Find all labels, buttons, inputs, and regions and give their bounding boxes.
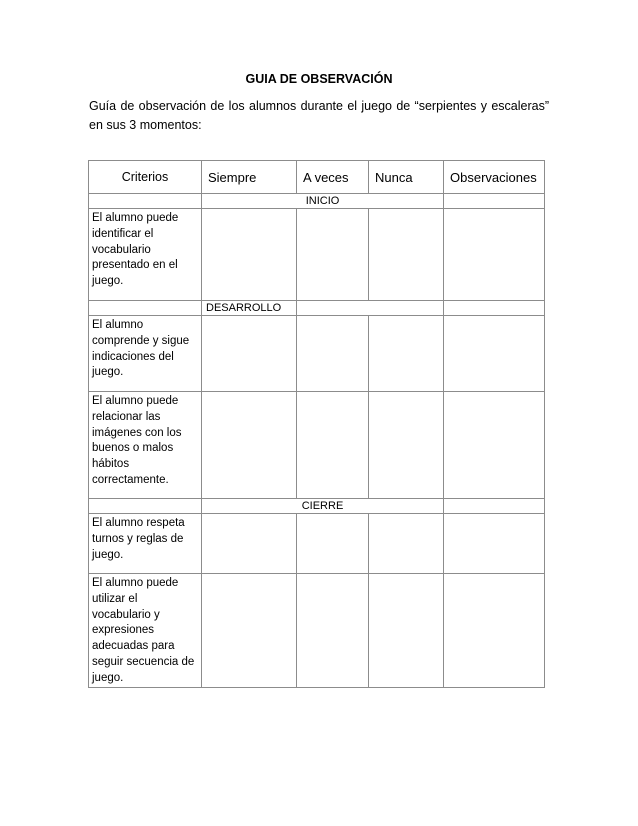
observation-table <box>88 160 545 688</box>
phase-cell-empty <box>297 301 444 316</box>
document-intro: Guía de observación de los alumnos durante el juego de “serpientes y escaleras” en sus 3 momentos: <box>89 99 549 132</box>
header-a-veces: A veces <box>297 161 369 194</box>
a-veces-cell[interactable] <box>297 392 369 499</box>
criterion-cell: El alumno puede identificar el vocabulario presentado en el juego. <box>89 209 202 301</box>
observaciones-cell[interactable] <box>444 514 545 574</box>
criterion-cell: El alumno respeta turnos y reglas de juego. <box>89 514 202 574</box>
table-row <box>89 209 545 301</box>
observaciones-cell[interactable] <box>444 574 545 688</box>
criterion-cell: El alumno puede utilizar el vocabulario y expresiones adecuadas para seguir secuencia de juego. <box>89 574 202 688</box>
header-siempre: Siempre <box>202 161 297 194</box>
header-observaciones: Observaciones <box>444 161 545 194</box>
a-veces-cell[interactable] <box>297 574 369 688</box>
siempre-cell[interactable] <box>202 514 297 574</box>
nunca-cell[interactable] <box>369 514 444 574</box>
observaciones-cell[interactable] <box>444 392 545 499</box>
phase-cell-empty <box>444 499 545 514</box>
table-row <box>89 514 545 574</box>
phase-cell-empty <box>89 301 202 316</box>
siempre-cell[interactable] <box>202 574 297 688</box>
siempre-cell[interactable] <box>202 209 297 301</box>
phase-cell-empty <box>444 194 545 209</box>
criterion-cell: El alumno comprende y sigue indicaciones del juego. <box>89 316 202 392</box>
criterion-cell: El alumno puede relacionar las imágenes con los buenos o malos hábitos correctamente. <box>89 392 202 499</box>
a-veces-cell[interactable] <box>297 209 369 301</box>
observaciones-cell[interactable] <box>444 209 545 301</box>
document-title: GUIA DE OBSERVACIÓN <box>245 72 393 86</box>
phase-row-inicio <box>89 194 545 209</box>
table-row <box>89 574 545 688</box>
phase-label: INICIO <box>202 194 444 209</box>
phase-label: CIERRE <box>202 499 444 514</box>
nunca-cell[interactable] <box>369 392 444 499</box>
phase-label: DESARROLLO <box>202 301 297 316</box>
table-row <box>89 316 545 392</box>
phase-cell-empty <box>89 194 202 209</box>
table-header-row <box>89 161 545 194</box>
phase-row-desarrollo <box>89 301 545 316</box>
header-criterios: Criterios <box>89 161 202 194</box>
nunca-cell[interactable] <box>369 574 444 688</box>
nunca-cell[interactable] <box>369 316 444 392</box>
phase-cell-empty <box>89 499 202 514</box>
phase-row-cierre <box>89 499 545 514</box>
observaciones-cell[interactable] <box>444 316 545 392</box>
nunca-cell[interactable] <box>369 209 444 301</box>
siempre-cell[interactable] <box>202 316 297 392</box>
header-nunca: Nunca <box>369 161 444 194</box>
siempre-cell[interactable] <box>202 392 297 499</box>
phase-cell-empty <box>444 301 545 316</box>
a-veces-cell[interactable] <box>297 514 369 574</box>
table-row <box>89 392 545 499</box>
a-veces-cell[interactable] <box>297 316 369 392</box>
